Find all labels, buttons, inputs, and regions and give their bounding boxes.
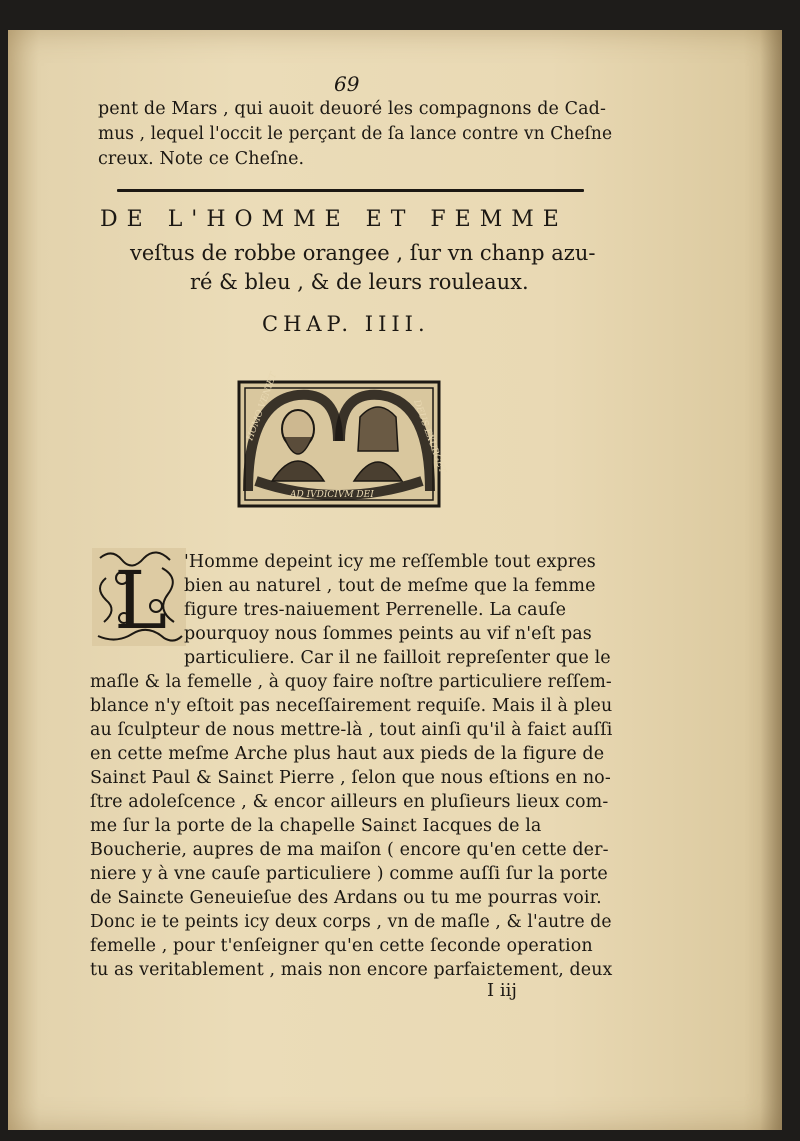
text-line: particuliere. Car il ne failloit repreſenter que le [184, 648, 611, 668]
text-line: au ſculpteur de nous mettre-là , tout ainſi qu'il à faiɛt auſſi [90, 720, 613, 740]
woodcut-figures-icon [238, 371, 448, 507]
section-heading: DE L'HOMME ET FEMME [100, 207, 568, 232]
floral-initial-icon [92, 548, 186, 646]
text-line: femelle , pour t'enſeigner qu'en cette ſeconde operation [90, 936, 593, 956]
text-line: blance n'y eſtoit pas neceſſairement requiſe. Mais il à pleu [90, 696, 613, 716]
section-subheading-line: veſtus de robbe orangee , ſur vn chanp azu- [130, 241, 596, 265]
woodcut-inscription: HOMO VENIET [245, 371, 280, 443]
woodcut-illustration [238, 371, 448, 507]
text-line: Sainɛt Paul & Sainɛt Pierre , ſelon que nous eſtions en no- [90, 768, 611, 788]
text-line: me ſur la porte de la chapelle Sainɛt Iacques de la [90, 816, 542, 836]
text-line: bien au naturel , tout de meſme que la femme [184, 576, 596, 596]
text-line: creux. Note ce Cheſne. [98, 149, 305, 169]
page-number: 69 [334, 72, 360, 96]
chapter-heading: CHAP. IIII. [262, 312, 430, 336]
horizontal-rule [117, 189, 584, 192]
section-subheading-line: ré & bleu , & de leurs rouleaux. [190, 270, 529, 294]
text-line: mus , lequel l'occit le perçant de ſa lance contre vn Cheſne [98, 124, 613, 144]
text-line: Boucherie, aupres de ma maiſon ( encore qu'en cette der- [90, 840, 609, 860]
text-line: ſtre adoleſcence , & encor ailleurs en pluſieurs lieux com- [90, 792, 609, 812]
text-line: de Sainɛte Geneuieſue des Ardans ou tu me pourras voir. [90, 888, 602, 908]
text-line: Donc ie te peints icy deux corps , vn de maſle , & l'autre de [90, 912, 612, 932]
text-line: figure tres-naiuement Perrenelle. La cauſe [184, 600, 567, 620]
woodcut-inscription: AD IVDICIVM DEI [290, 490, 374, 500]
drop-cap-letter: L [114, 554, 168, 647]
text-line: pourquoy nous ſommes peints au vif n'eſt pas [184, 624, 592, 644]
page-edge-shadow [760, 30, 782, 1130]
text-line: maſle & la femelle , à quoy faire noſtre particuliere reſſem- [90, 672, 612, 692]
text-line: pent de Mars , qui auoit deuoré les compagnons de Cad- [98, 99, 606, 119]
drop-cap [92, 548, 186, 646]
text-line: en cette meſme Arche plus haut aux pieds de la figure de [90, 744, 605, 764]
woodcut-inscription: DEUS EXURGET [411, 398, 448, 475]
text-line: 'Homme depeint icy me reſſemble tout expres [184, 552, 596, 572]
text-line: tu as veritablement , mais non encore parfaiɛtement, deux [90, 960, 613, 980]
signature-mark: I iij [487, 980, 517, 1001]
text-line: niere y à vne cauſe particuliere ) comme auſſi ſur la porte [90, 864, 608, 884]
